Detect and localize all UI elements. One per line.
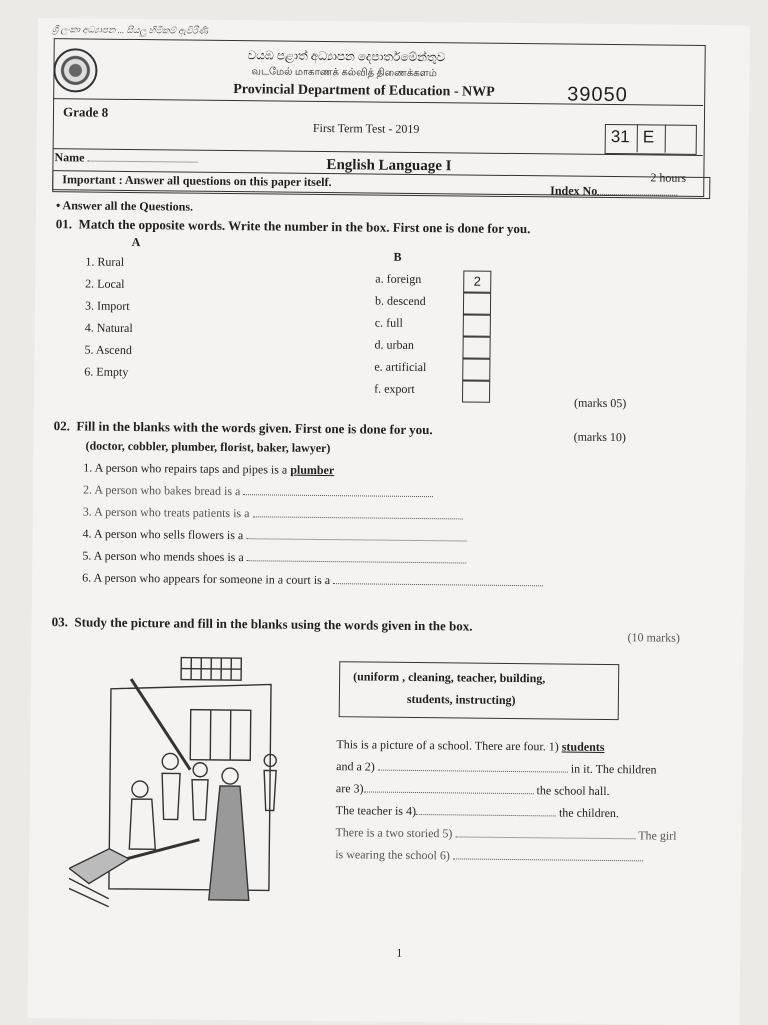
q1-b-item: e. artificial xyxy=(374,360,426,376)
q1-answer-box[interactable] xyxy=(462,358,490,380)
page-number: 1 xyxy=(396,946,402,961)
q2-marks: (marks 10) xyxy=(574,430,626,446)
q1-a-item: 5. Ascend xyxy=(84,343,131,358)
q3-answer-field[interactable] xyxy=(364,781,534,794)
q1-a-item: 6. Empty xyxy=(84,365,128,380)
q2-item: 4. A person who sells flowers is a xyxy=(83,526,467,545)
exam-paper xyxy=(28,18,750,1025)
q3-line: There is a two storied 5) The girl xyxy=(335,825,676,844)
term-label: First Term Test - 2019 xyxy=(313,121,420,137)
q1-a-item: 2. Local xyxy=(85,277,124,292)
q2-answer: plumber xyxy=(290,463,334,477)
q3-line: are 3) the school hall. xyxy=(336,781,610,799)
q1-answer-box[interactable] xyxy=(463,292,491,314)
q2-answer-field[interactable] xyxy=(243,484,433,497)
q1-heading: 01. Match the opposite words. Write the number in the box. First one is done for you. xyxy=(56,216,531,237)
q1-answer-box[interactable] xyxy=(462,336,490,358)
important-text: Important : Answer all questions on this paper itself. xyxy=(62,172,331,190)
q1-b-item: c. full xyxy=(375,316,403,331)
paper-number: 31 xyxy=(611,127,630,147)
grade-label: Grade 8 xyxy=(63,104,108,120)
q3-word-list-1: (uniform , cleaning, teacher, building, xyxy=(353,669,545,686)
q1-b-item: d. urban xyxy=(375,338,414,353)
q1-a-item: 3. Import xyxy=(85,299,130,314)
duration-label: 2 hours xyxy=(650,170,686,185)
q2-heading: 02. Fill in the blanks with the words given. First one is done for you. xyxy=(54,418,433,438)
q1-b-item: a. foreign xyxy=(375,272,421,287)
q3-answer-field[interactable] xyxy=(416,804,556,816)
q3-answer-field[interactable] xyxy=(378,760,568,773)
q3-answer: students xyxy=(562,740,605,754)
top-note: ශ්‍රී ලංකා අධ්‍යාපන ... සියලු හිමිකම් ඇවිරිණි xyxy=(52,24,208,37)
q1-answer-box[interactable]: 2 xyxy=(463,270,491,292)
name-field[interactable] xyxy=(87,151,197,163)
q1-col-b: B xyxy=(393,250,401,265)
q3-line: This is a picture of a school. There are four. 1) students xyxy=(336,737,604,755)
school-picture xyxy=(69,648,292,910)
instruction: • Answer all the Questions. xyxy=(56,198,193,214)
name-label: Name xyxy=(54,150,197,166)
q3-heading: 03. Study the picture and fill in the blanks using the words given in the box. xyxy=(52,614,473,634)
q2-word-list: (doctor, cobbler, plumber, florist, baker, lawyer) xyxy=(85,439,330,457)
index-label: Index No xyxy=(550,183,677,199)
q3-line: is wearing the school 6) xyxy=(335,847,643,865)
q1-a-item: 1. Rural xyxy=(85,255,124,270)
q3-answer-field[interactable] xyxy=(453,848,643,861)
q1-a-item: 4. Natural xyxy=(85,321,133,337)
q1-marks: (marks 05) xyxy=(574,396,626,412)
q1-b-item: b. descend xyxy=(375,294,426,310)
emblem-logo xyxy=(53,48,97,92)
subject-title: English Language I xyxy=(326,157,451,175)
q2-item: 6. A person who appears for someone in a court is a xyxy=(82,570,543,590)
q3-line: and a 2) in it. The children xyxy=(336,759,657,777)
q3-answer-field[interactable] xyxy=(455,826,635,839)
q3-line: The teacher is 4) the children. xyxy=(336,803,619,821)
q2-item: 5. A person who mends shoes is a xyxy=(82,548,466,567)
q2-answer-field[interactable] xyxy=(246,528,466,541)
tamil-title: வடமேல் மாகாணக் கல்வித் திணைக்களம் xyxy=(251,66,436,80)
q2-answer-field[interactable] xyxy=(252,506,462,519)
q3-word-list-2: students, instructing) xyxy=(407,692,516,708)
paper-code: 39050 xyxy=(567,84,628,108)
index-field[interactable] xyxy=(597,184,677,196)
q2-item: 1. A person who repairs taps and pipes is a plumber xyxy=(83,460,334,478)
q2-answer-field[interactable] xyxy=(247,550,467,563)
q1-col-a: A xyxy=(132,235,141,250)
q2-answer-field[interactable] xyxy=(333,573,543,586)
sinhala-title: වයඹ පළාත් අධ්‍යාපන දෙපාර්තමේන්තුව xyxy=(248,48,446,65)
q1-answer-box[interactable] xyxy=(462,380,490,402)
paper-letter: E xyxy=(643,127,655,147)
department-title: Provincial Department of Education - NWP xyxy=(233,82,495,101)
q1-b-item: f. export xyxy=(374,382,415,397)
q2-item: 3. A person who treats patients is a xyxy=(83,504,463,523)
q2-item: 2. A person who bakes bread is a xyxy=(83,482,433,501)
q1-answer-box[interactable] xyxy=(463,314,491,336)
q3-marks: (10 marks) xyxy=(627,630,679,646)
